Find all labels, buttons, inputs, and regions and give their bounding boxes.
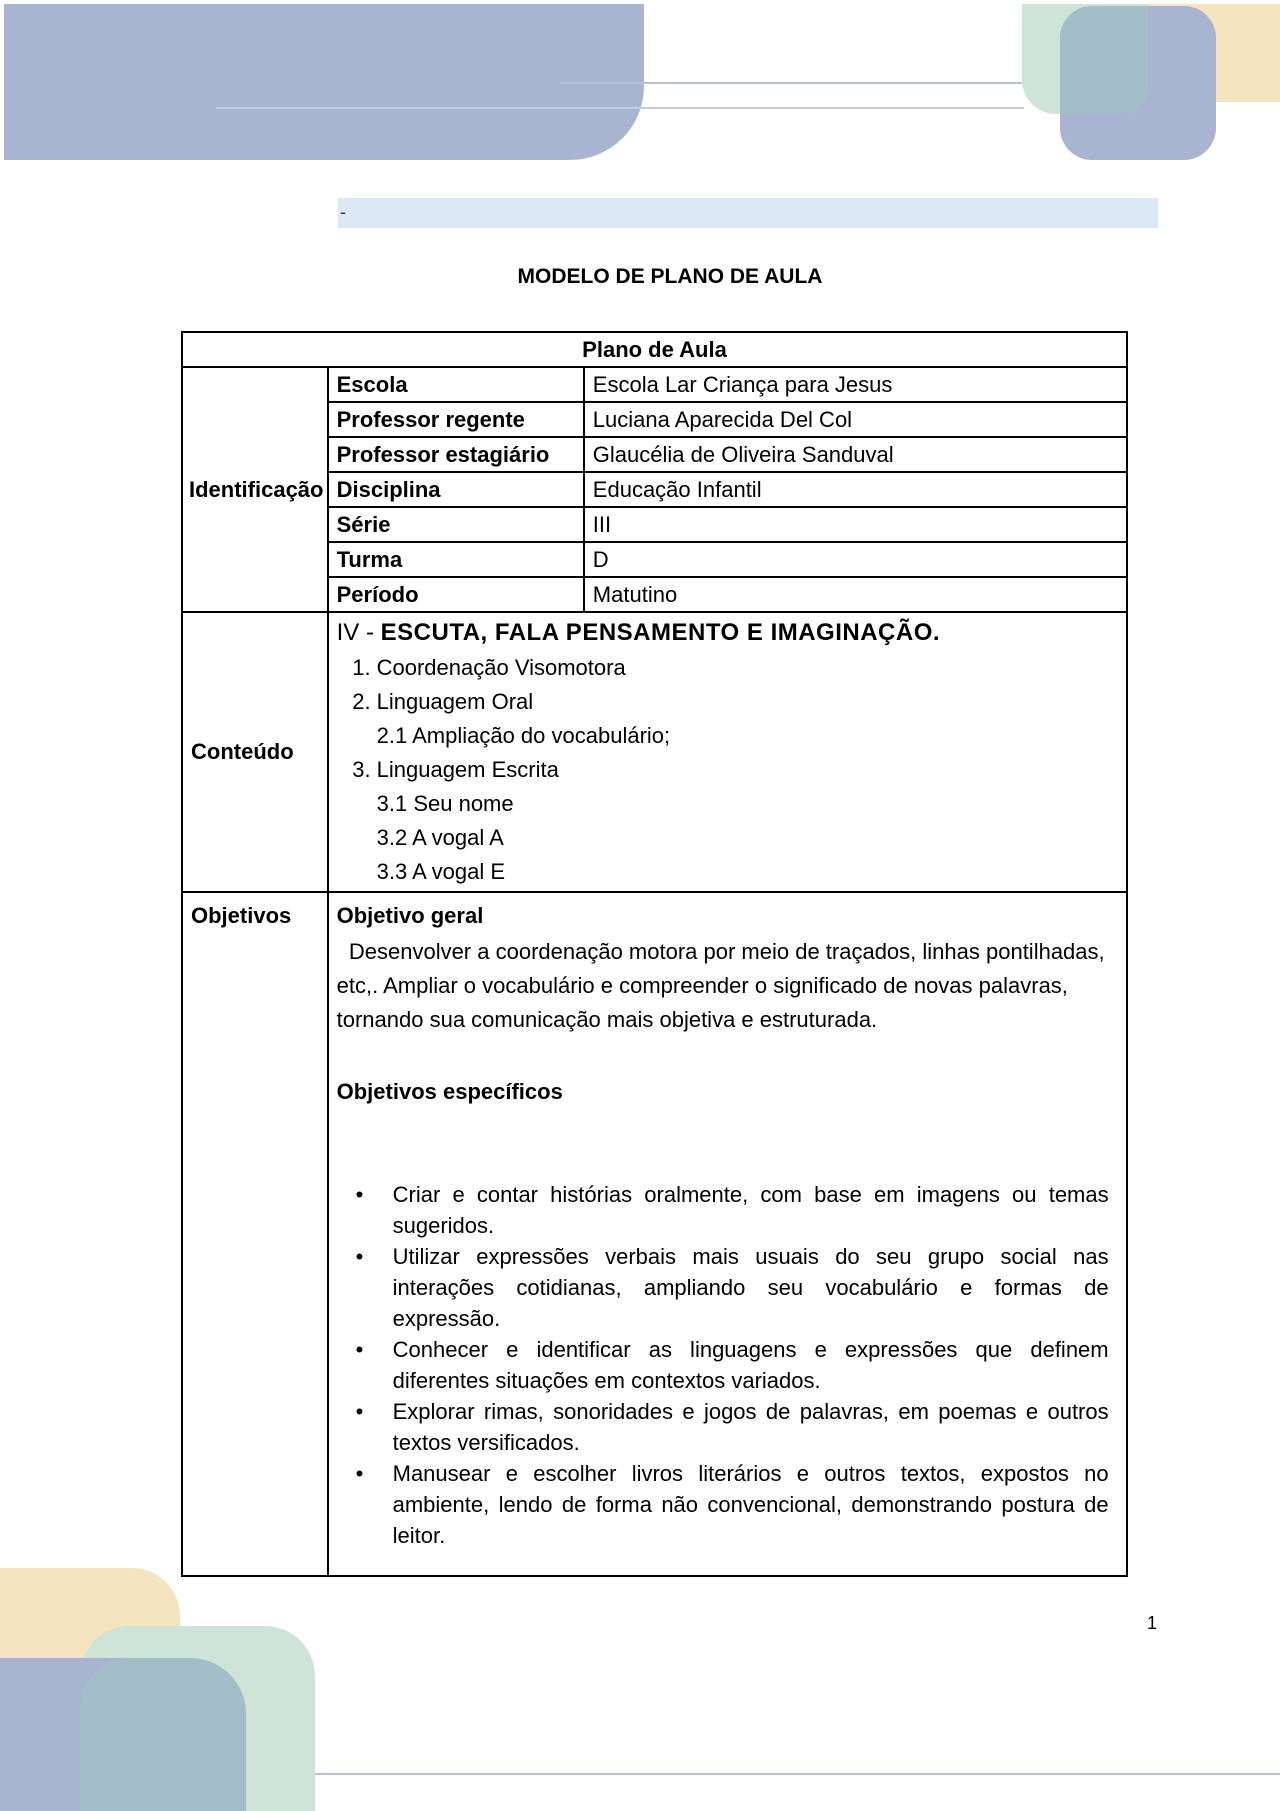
content-heading-prefix: IV - bbox=[336, 619, 381, 646]
row-value: III bbox=[584, 507, 1127, 542]
page-number: 1 bbox=[1147, 1613, 1158, 1633]
header-bar bbox=[338, 198, 1158, 228]
content-list bbox=[337, 651, 1118, 889]
content-heading bbox=[337, 619, 1118, 647]
row-label: Disciplina bbox=[328, 472, 584, 507]
list-item: • Manusear e escolher livros literários e outros textos, expostos no ambiente, lendo de forma não convencional, demonstrando postura de leitor. bbox=[393, 1458, 1109, 1551]
list-item: • Conhecer e identificar as linguagens e expressões que definem diferentes situações em contextos variados. bbox=[393, 1334, 1109, 1396]
list-number: 1. bbox=[352, 655, 371, 680]
general-objective-text bbox=[337, 935, 1118, 1037]
list-subitem: 3.1 Seu nome bbox=[376, 791, 514, 816]
content-label: Conteúdo bbox=[182, 612, 328, 892]
row-value: D bbox=[584, 542, 1127, 577]
table-heading-row bbox=[182, 332, 1127, 367]
row-label: Turma bbox=[328, 542, 584, 577]
list-subitem: 3.3 A vogal E bbox=[376, 859, 506, 884]
specific-objectives-heading: Objetivos específicos bbox=[336, 1079, 563, 1104]
row-label: Professor regente bbox=[328, 402, 584, 437]
row-value: Matutino bbox=[584, 577, 1127, 612]
list-item bbox=[337, 685, 1118, 719]
footer-decoration-line bbox=[315, 1773, 1280, 1775]
row-value: Luciana Aparecida Del Col bbox=[584, 402, 1127, 437]
list-text: Linguagem Escrita bbox=[376, 757, 559, 782]
row-value: Educação Infantil bbox=[584, 472, 1127, 507]
row-label: Período bbox=[328, 577, 584, 612]
row-label: Professor estagiário bbox=[328, 437, 584, 472]
footer-decoration-shape bbox=[80, 1658, 246, 1811]
list-text: Coordenação Visomotora bbox=[376, 655, 626, 680]
list-item: • Explorar rimas, sonoridades e jogos de palavras, em poemas e outros textos versificados. bbox=[393, 1396, 1109, 1458]
header-decoration-band bbox=[4, 4, 644, 160]
list-item: • Criar e contar histórias oralmente, com base em imagens ou temas sugeridos. bbox=[393, 1179, 1109, 1241]
header-decoration-shape bbox=[1060, 6, 1148, 114]
lesson-plan-table bbox=[181, 331, 1128, 1577]
row-label: Série bbox=[328, 507, 584, 542]
specific-objectives-list bbox=[393, 1179, 1109, 1551]
objectives-label: Objetivos bbox=[182, 892, 328, 1576]
general-objective-heading: Objetivo geral bbox=[336, 903, 484, 928]
document-title: MODELO DE PLANO DE AULA bbox=[517, 265, 823, 288]
row-label: Escola bbox=[328, 367, 584, 402]
list-number: 3. bbox=[352, 757, 371, 782]
list-number: 2. bbox=[352, 689, 371, 714]
objectives-cell bbox=[328, 892, 1127, 1576]
row-value: Escola Lar Criança para Jesus bbox=[584, 367, 1127, 402]
list-item bbox=[337, 651, 1118, 685]
list-subitem: 3.2 A vogal A bbox=[376, 825, 504, 850]
list-item bbox=[337, 753, 1118, 787]
row-value: Glaucélia de Oliveira Sanduval bbox=[584, 437, 1127, 472]
table-heading: Plano de Aula bbox=[182, 332, 1127, 367]
header-bar-text: - bbox=[340, 202, 346, 222]
list-item: • Utilizar expressões verbais mais usuais do seu grupo social nas interações cotidianas, ampliando seu vocabulário e formas de expressão. bbox=[393, 1241, 1109, 1334]
objectives-row bbox=[182, 892, 1127, 1576]
content-row bbox=[182, 612, 1127, 892]
content-cell bbox=[328, 612, 1127, 892]
table-row bbox=[182, 367, 1127, 402]
general-objective-body: Desenvolver a coordenação motora por meio de traçados, linhas pontilhadas, etc,. Ampliar o vocabulário e compreender o significado de novas palavras, tornando sua comunicação mais objetiva e estruturada. bbox=[336, 939, 1105, 1032]
list-subitem: 2.1 Ampliação do vocabulário; bbox=[376, 723, 671, 748]
list-text: Linguagem Oral bbox=[376, 689, 534, 714]
content-heading-bold: ESCUTA, FALA PENSAMENTO E IMAGINAÇÃO. bbox=[380, 619, 941, 646]
header-decoration-line bbox=[216, 107, 1024, 109]
identification-label: Identificação bbox=[182, 367, 328, 612]
